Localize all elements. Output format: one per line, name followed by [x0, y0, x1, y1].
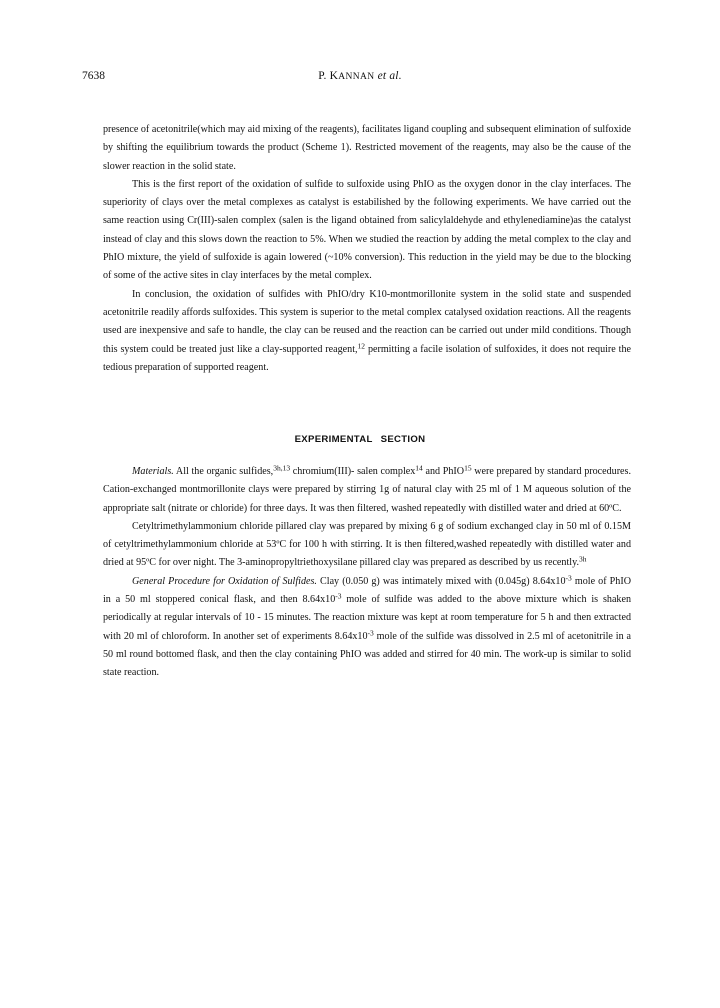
exponent-3: -3 [367, 628, 374, 638]
materials-text-c: and PhIO [422, 466, 465, 477]
author-initial: P. K [318, 70, 339, 82]
section-heading-experimental [0, 434, 720, 445]
citation-14: 14 [415, 463, 423, 473]
materials-text-d: were prepared by standard procedures. Cation-exchanged montmorillonite clays were prepared by stirring 1g of natural clay with 25 ml of 1 M aqueous solution of the appropriate salt (nitrate or chloride) for three days. It was then filtered, washed repeatedly with distilled water and dried at 60ºC. [103, 466, 631, 514]
section-heading-word1: EXPERIMENTAL [294, 434, 373, 445]
experimental-text [103, 463, 631, 683]
procedure-text-a: Clay (0.050 g) was intimately mixed with (0.045g) 8.64x10 [316, 575, 566, 587]
author-etal: et al. [377, 70, 402, 82]
author-surname: ANNAN [338, 72, 375, 82]
materials-text-b: chromium(III)- salen complex [290, 466, 416, 477]
pillared-text: Cetyltrimethylammonium chloride pillared clay was prepared by mixing 6 g of sodium exchanged clay in 50 ml of 0.15M of cetyltrimethylammonium chloride at 53ºC for 100 h with stirring. It is then filtered,washed repeatedly with distilled water and dried at 95ºC for over night. The 3-aminopropyltriethoxysilane pillared clay was prepared as described by us recently. [103, 520, 631, 569]
results-discussion-text [103, 121, 631, 377]
citation-12: 12 [357, 341, 366, 351]
section-heading-word2: SECTION [380, 434, 426, 445]
paragraph-continuation: presence of acetonitrile(which may aid mixing of the reagents), facilitates ligand coupling and subsequent elimination of sulfoxide by shifting the equilibrium towards the product (Scheme 1). Restricted movement of the reagents, may also be the cause of the slower reaction in the solid state. [103, 124, 631, 172]
citation-15: 15 [464, 463, 472, 473]
paragraph-conclusion [103, 286, 631, 377]
materials-label: Materials. [132, 466, 174, 477]
procedure-text-d: mole of the sulfide was dissolved in 2.5 ml of acetonitrile in a 50 ml round bottomed flask, and then the clay containing PhIO was added and stirred for 40 min. The work-up is similar to solid state reaction. [103, 630, 632, 679]
conclusion-text-b: permitting a facile isolation of sulfoxides, it does not require the tedious preparation of supported reagent. [103, 343, 632, 373]
page-number: 7638 [82, 70, 105, 82]
procedure-label: General Procedure for Oxidation of Sulfides. [132, 575, 317, 587]
materials-text-a: All the organic sulfides, [173, 466, 274, 477]
paragraph-first-report: This is the first report of the oxidation of sulfide to sulfoxide using PhIO as the oxygen donor in the clay interfaces. The superiority of clays over the metal complexes as catalyst is estabilished by the following experiments. We have carried out the same reaction using Cr(III)-salen complex (salen is the ligand obtained from salicylaldehyde and ethylenediamine)as the catalyst instead of clay and this slows down the reaction to 5%. When we studied the reaction by adding the metal complex to the clay and PhIO mixture, the yield of sulfoxide is again lowered (~10% conversion). This reduction in the yield may be due to the blocking of some of the active sites in clay interfaces by the metal complex. [103, 178, 631, 282]
citation-3h: 3h [578, 554, 587, 564]
exponent-2: -3 [335, 591, 342, 601]
procedure-text-b: mole of PhIO in a 50 ml stoppered conical flask, and then 8.64x10 [103, 575, 631, 606]
paragraph-materials [103, 463, 631, 518]
running-head [0, 70, 720, 82]
conclusion-text-a: In conclusion, the oxidation of sulfides with PhIO/dry K10-montmorillonite system in the solid state and suspended acetonitrile readily affords sulfoxides. This system is superior to the metal complex catalysed oxidation reactions. All the reagents used are inexpensive and safe to handle, the clay can be reused and the reaction can be carried out under mild conditions. Though this system could be treated just like a clay-supported reagent, [103, 288, 631, 355]
procedure-text-c: mole of sulfide was added to the above mixture which is shaken periodically at regular intervals of 10 - 15 minutes. The reaction mixture was kept at room temperature for 5 h and then extracted with 20 ml of chloroform. In another set of experiments 8.64x10 [103, 594, 632, 642]
exponent-1: -3 [565, 573, 572, 583]
paragraph-general-procedure [103, 573, 631, 683]
citation-3h-13: 3h,13 [273, 463, 291, 473]
paragraph-pillared-clay [103, 518, 631, 573]
